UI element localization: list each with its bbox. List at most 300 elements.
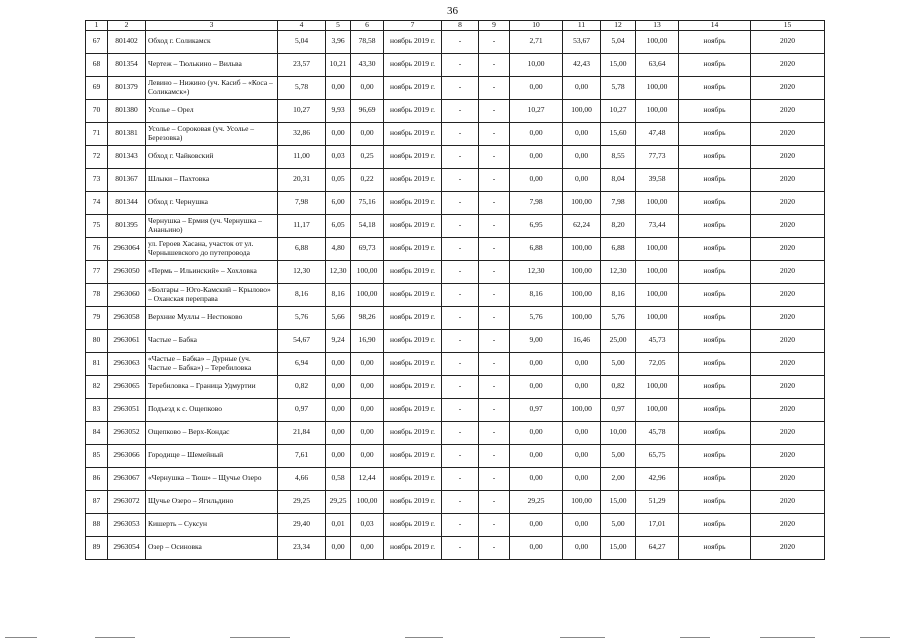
table-cell: - xyxy=(442,99,479,122)
table-cell: 2963065 xyxy=(108,375,146,398)
table-cell: 77 xyxy=(86,260,108,283)
table-cell: 100,00 xyxy=(563,260,601,283)
table-cell: 100,00 xyxy=(563,398,601,421)
column-number-cell: 4 xyxy=(278,21,326,31)
table-row xyxy=(86,283,825,306)
table-cell: 0,00 xyxy=(351,421,384,444)
table-cell: 51,29 xyxy=(636,490,679,513)
table-cell: - xyxy=(442,168,479,191)
table-cell: ноябрь 2019 г. xyxy=(384,444,442,467)
table-cell: 100,00 xyxy=(636,99,679,122)
table-cell: 2963061 xyxy=(108,329,146,352)
table-cell: 2020 xyxy=(751,214,825,237)
table-cell: 75 xyxy=(86,214,108,237)
table-cell: ноябрь 2019 г. xyxy=(384,306,442,329)
table-row xyxy=(86,398,825,421)
table-cell: - xyxy=(479,306,510,329)
table-cell: 2020 xyxy=(751,122,825,145)
table-cell: 77,73 xyxy=(636,145,679,168)
table-cell: 5,04 xyxy=(601,30,636,53)
table-cell: 12,44 xyxy=(351,467,384,490)
table-cell: 2,00 xyxy=(601,467,636,490)
table-cell: 2963064 xyxy=(108,237,146,260)
table-cell: ноябрь xyxy=(679,145,751,168)
table-row xyxy=(86,214,825,237)
table-cell: 8,20 xyxy=(601,214,636,237)
table-cell: - xyxy=(479,536,510,559)
table-cell: 0,00 xyxy=(326,421,351,444)
table-cell: «Пермь – Ильинский» – Хохловка xyxy=(146,260,278,283)
table-cell: 0,00 xyxy=(351,375,384,398)
table-cell: 2020 xyxy=(751,30,825,53)
table-cell: 85 xyxy=(86,444,108,467)
table-cell: 0,00 xyxy=(510,421,563,444)
table-cell: 2020 xyxy=(751,53,825,76)
table-cell: 2020 xyxy=(751,375,825,398)
table-cell: 100,00 xyxy=(563,283,601,306)
table-cell: 2020 xyxy=(751,99,825,122)
table-cell: ноябрь xyxy=(679,283,751,306)
table-cell: 6,00 xyxy=(326,191,351,214)
table-cell: 39,58 xyxy=(636,168,679,191)
table-cell: 12,30 xyxy=(326,260,351,283)
table-cell: 10,00 xyxy=(601,421,636,444)
table-cell: ноябрь xyxy=(679,467,751,490)
table-cell: 16,46 xyxy=(563,329,601,352)
table-cell: 0,00 xyxy=(510,168,563,191)
column-number-cell: 1 xyxy=(86,21,108,31)
table-cell: ноябрь xyxy=(679,421,751,444)
table-cell: ноябрь 2019 г. xyxy=(384,536,442,559)
table-row xyxy=(86,467,825,490)
table-row xyxy=(86,490,825,513)
table-cell: 67 xyxy=(86,30,108,53)
column-number-cell: 2 xyxy=(108,21,146,31)
table-cell: - xyxy=(442,421,479,444)
table-cell: 6,88 xyxy=(601,237,636,260)
table-cell: 2020 xyxy=(751,306,825,329)
table-cell: 5,00 xyxy=(601,352,636,375)
table-cell: 45,78 xyxy=(636,421,679,444)
table-cell: 73,44 xyxy=(636,214,679,237)
table-cell: 10,21 xyxy=(326,53,351,76)
table-cell: 0,00 xyxy=(351,444,384,467)
table-cell: ноябрь xyxy=(679,306,751,329)
table-cell: - xyxy=(442,145,479,168)
table-cell: 0,00 xyxy=(351,122,384,145)
table-cell: 12,30 xyxy=(278,260,326,283)
table-cell: Теребиловка – Граница Удмуртии xyxy=(146,375,278,398)
column-number-cell: 13 xyxy=(636,21,679,31)
table-cell: ул. Героев Хасана, участок от ул. Чернышевского до путепровода xyxy=(146,237,278,260)
table-cell: ноябрь 2019 г. xyxy=(384,398,442,421)
table-cell: 100,00 xyxy=(563,191,601,214)
table-cell: 801380 xyxy=(108,99,146,122)
table-cell: 0,97 xyxy=(601,398,636,421)
table-cell: - xyxy=(479,122,510,145)
table-cell: 0,97 xyxy=(278,398,326,421)
table-cell: ноябрь xyxy=(679,99,751,122)
table-cell: 8,16 xyxy=(601,283,636,306)
table-cell: 3,96 xyxy=(326,30,351,53)
table-cell: - xyxy=(479,168,510,191)
table-cell: 54,18 xyxy=(351,214,384,237)
table-cell: 801402 xyxy=(108,30,146,53)
table-cell: Кишерть – Суксун xyxy=(146,513,278,536)
table-cell: 0,22 xyxy=(351,168,384,191)
table-cell: ноябрь xyxy=(679,237,751,260)
table-cell: - xyxy=(479,513,510,536)
table-cell: - xyxy=(442,306,479,329)
table-cell: ноябрь 2019 г. xyxy=(384,237,442,260)
table-cell: 0,00 xyxy=(563,76,601,99)
table-cell: 6,95 xyxy=(510,214,563,237)
table-cell: Левино – Нижино (уч. Касиб – «Коса – Соликамск») xyxy=(146,76,278,99)
table-cell: 69,73 xyxy=(351,237,384,260)
table-cell: 100,00 xyxy=(636,237,679,260)
column-number-cell: 15 xyxy=(751,21,825,31)
table-cell: Подъезд к с. Ощепково xyxy=(146,398,278,421)
table-cell: 0,00 xyxy=(326,76,351,99)
table-cell: - xyxy=(479,214,510,237)
table-cell: 100,00 xyxy=(563,306,601,329)
table-cell: 2963063 xyxy=(108,352,146,375)
table-cell: 15,00 xyxy=(601,490,636,513)
table-cell: 5,78 xyxy=(601,76,636,99)
table-cell: 0,00 xyxy=(563,513,601,536)
table-cell: 82 xyxy=(86,375,108,398)
table-row xyxy=(86,536,825,559)
table-cell: Ощепково – Верх-Кондас xyxy=(146,421,278,444)
table-cell: 0,00 xyxy=(563,122,601,145)
table-cell: 0,00 xyxy=(563,444,601,467)
table-cell: 0,00 xyxy=(510,122,563,145)
table-cell: 0,00 xyxy=(510,352,563,375)
table-cell: ноябрь xyxy=(679,536,751,559)
table-cell: 801344 xyxy=(108,191,146,214)
table-cell: 0,25 xyxy=(351,145,384,168)
table-cell: «Болгары – Юго-Камский – Крылово» – Оханская переправа xyxy=(146,283,278,306)
table-cell: Частые – Бабка xyxy=(146,329,278,352)
table-cell: 73 xyxy=(86,168,108,191)
table-cell: 0,00 xyxy=(326,398,351,421)
column-number-cell: 11 xyxy=(563,21,601,31)
table-cell: 0,00 xyxy=(326,352,351,375)
table-cell: 2963066 xyxy=(108,444,146,467)
table-cell: 0,00 xyxy=(351,76,384,99)
table-cell: 7,98 xyxy=(510,191,563,214)
table-cell: 0,00 xyxy=(351,536,384,559)
table-cell: 15,60 xyxy=(601,122,636,145)
table-cell: 100,00 xyxy=(563,490,601,513)
table-cell: Верхние Муллы – Нестюково xyxy=(146,306,278,329)
table-cell: - xyxy=(442,214,479,237)
table-cell: 53,67 xyxy=(563,30,601,53)
table-cell: 63,64 xyxy=(636,53,679,76)
table-cell: ноябрь xyxy=(679,53,751,76)
table-cell: 20,31 xyxy=(278,168,326,191)
table-cell: 76 xyxy=(86,237,108,260)
table-cell: - xyxy=(479,398,510,421)
table-cell: - xyxy=(442,467,479,490)
table-cell: 100,00 xyxy=(563,99,601,122)
table-cell: 100,00 xyxy=(636,76,679,99)
table-cell: 801395 xyxy=(108,214,146,237)
table-cell: 98,26 xyxy=(351,306,384,329)
table-cell: 0,00 xyxy=(351,352,384,375)
table-cell: 70 xyxy=(86,99,108,122)
table-cell: 25,00 xyxy=(601,329,636,352)
column-number-cell: 10 xyxy=(510,21,563,31)
table-cell: Обход г. Соликамск xyxy=(146,30,278,53)
table-cell: ноябрь 2019 г. xyxy=(384,99,442,122)
table-cell: 43,30 xyxy=(351,53,384,76)
table-cell: - xyxy=(479,329,510,352)
table-cell: 2020 xyxy=(751,467,825,490)
table-cell: 62,24 xyxy=(563,214,601,237)
table-cell: 11,00 xyxy=(278,145,326,168)
table-cell: 9,93 xyxy=(326,99,351,122)
table-cell: 100,00 xyxy=(636,30,679,53)
table-cell: 2020 xyxy=(751,536,825,559)
table-cell: 2020 xyxy=(751,398,825,421)
table-cell: 801367 xyxy=(108,168,146,191)
table-cell: - xyxy=(479,444,510,467)
table-cell: 2020 xyxy=(751,191,825,214)
table-cell: 7,98 xyxy=(278,191,326,214)
table-cell: 0,82 xyxy=(278,375,326,398)
table-cell: 2020 xyxy=(751,352,825,375)
table-cell: 16,90 xyxy=(351,329,384,352)
table-cell: Шлыки – Пахтовка xyxy=(146,168,278,191)
table-cell: - xyxy=(442,375,479,398)
table-cell: - xyxy=(442,490,479,513)
table-row xyxy=(86,237,825,260)
table-cell: 801343 xyxy=(108,145,146,168)
table-cell: 5,76 xyxy=(510,306,563,329)
table-row xyxy=(86,306,825,329)
table-cell: 100,00 xyxy=(351,490,384,513)
table-cell: ноябрь 2019 г. xyxy=(384,30,442,53)
table-cell: 86 xyxy=(86,467,108,490)
table-cell: ноябрь 2019 г. xyxy=(384,375,442,398)
table-cell: - xyxy=(479,237,510,260)
table-cell: Обход г. Чернушка xyxy=(146,191,278,214)
table-cell: 2963052 xyxy=(108,421,146,444)
table-cell: - xyxy=(479,352,510,375)
table-cell: 5,78 xyxy=(278,76,326,99)
table-cell: 69 xyxy=(86,76,108,99)
table-cell: - xyxy=(442,352,479,375)
table-cell: 8,16 xyxy=(510,283,563,306)
column-number-cell: 3 xyxy=(146,21,278,31)
table-cell: 83 xyxy=(86,398,108,421)
table-cell: 80 xyxy=(86,329,108,352)
table-cell: ноябрь xyxy=(679,352,751,375)
table-cell: 6,88 xyxy=(278,237,326,260)
table-cell: ноябрь 2019 г. xyxy=(384,329,442,352)
table-cell: 75,16 xyxy=(351,191,384,214)
table-cell: 45,73 xyxy=(636,329,679,352)
table-cell: ноябрь 2019 г. xyxy=(384,283,442,306)
table-cell: «Чернушка – Тюш» – Щучье Озеро xyxy=(146,467,278,490)
table-cell: - xyxy=(479,191,510,214)
table-cell: 65,75 xyxy=(636,444,679,467)
column-number-row xyxy=(86,21,825,31)
table-cell: 42,43 xyxy=(563,53,601,76)
table-cell: - xyxy=(442,536,479,559)
table-cell: ноябрь xyxy=(679,30,751,53)
table-cell: Озер – Осиновка xyxy=(146,536,278,559)
table-cell: - xyxy=(479,283,510,306)
table-cell: 10,00 xyxy=(510,53,563,76)
table-cell: 2963058 xyxy=(108,306,146,329)
table-cell: - xyxy=(442,260,479,283)
table-row xyxy=(86,329,825,352)
table-cell: - xyxy=(442,122,479,145)
table-row xyxy=(86,191,825,214)
table-cell: 0,00 xyxy=(326,536,351,559)
table-cell: 6,88 xyxy=(510,237,563,260)
table-cell: 0,00 xyxy=(510,76,563,99)
table-cell: 100,00 xyxy=(351,283,384,306)
table-cell: 5,00 xyxy=(601,444,636,467)
table-cell: ноябрь xyxy=(679,398,751,421)
table-cell: 0,97 xyxy=(510,398,563,421)
table-row xyxy=(86,168,825,191)
table-cell: 801381 xyxy=(108,122,146,145)
table-cell: 11,17 xyxy=(278,214,326,237)
table-cell: 0,82 xyxy=(601,375,636,398)
table-cell: ноябрь 2019 г. xyxy=(384,421,442,444)
table-cell: ноябрь 2019 г. xyxy=(384,145,442,168)
table-cell: ноябрь 2019 г. xyxy=(384,53,442,76)
table-cell: 0,00 xyxy=(326,444,351,467)
table-cell: 2020 xyxy=(751,237,825,260)
table-cell: 17,01 xyxy=(636,513,679,536)
table-cell: 23,34 xyxy=(278,536,326,559)
table-cell: ноябрь xyxy=(679,191,751,214)
table-cell: 8,55 xyxy=(601,145,636,168)
table-cell: 2963050 xyxy=(108,260,146,283)
table-cell: 2020 xyxy=(751,260,825,283)
table-cell: 0,05 xyxy=(326,168,351,191)
table-cell: 6,94 xyxy=(278,352,326,375)
table-cell: Усолье – Сороковая (уч. Усолье – Березовка) xyxy=(146,122,278,145)
table-cell: 100,00 xyxy=(636,260,679,283)
table-cell: 21,84 xyxy=(278,421,326,444)
table-row xyxy=(86,122,825,145)
table-cell: ноябрь xyxy=(679,444,751,467)
table-cell: 74 xyxy=(86,191,108,214)
table-cell: 100,00 xyxy=(636,306,679,329)
table-cell: 0,03 xyxy=(326,145,351,168)
table-cell: ноябрь 2019 г. xyxy=(384,214,442,237)
table-cell: - xyxy=(479,145,510,168)
table-cell: 12,30 xyxy=(601,260,636,283)
table-cell: - xyxy=(479,99,510,122)
table-cell: - xyxy=(442,329,479,352)
table-cell: 78 xyxy=(86,283,108,306)
table-cell: 0,58 xyxy=(326,467,351,490)
table-cell: 88 xyxy=(86,513,108,536)
table-cell: - xyxy=(442,513,479,536)
column-number-cell: 7 xyxy=(384,21,442,31)
column-number-cell: 12 xyxy=(601,21,636,31)
table-cell: - xyxy=(442,191,479,214)
table-cell: 10,27 xyxy=(278,99,326,122)
table-row xyxy=(86,30,825,53)
table-cell: 2963051 xyxy=(108,398,146,421)
table-cell: 0,00 xyxy=(563,145,601,168)
table-cell: 47,48 xyxy=(636,122,679,145)
table-cell: 0,00 xyxy=(510,145,563,168)
table-cell: 29,25 xyxy=(326,490,351,513)
table-cell: ноябрь 2019 г. xyxy=(384,191,442,214)
table-cell: 68 xyxy=(86,53,108,76)
table-cell: 84 xyxy=(86,421,108,444)
table-cell: 12,30 xyxy=(510,260,563,283)
table-cell: ноябрь 2019 г. xyxy=(384,513,442,536)
table-cell: 5,00 xyxy=(601,513,636,536)
table-cell: 2963067 xyxy=(108,467,146,490)
table-cell: 100,00 xyxy=(563,237,601,260)
table-cell: 0,03 xyxy=(351,513,384,536)
table-cell: ноябрь xyxy=(679,513,751,536)
table-cell: 81 xyxy=(86,352,108,375)
table-row xyxy=(86,421,825,444)
table-cell: 10,27 xyxy=(601,99,636,122)
table-cell: 2963053 xyxy=(108,513,146,536)
table-cell: 8,16 xyxy=(326,283,351,306)
column-number-cell: 5 xyxy=(326,21,351,31)
table-cell: 801379 xyxy=(108,76,146,99)
column-number-cell: 8 xyxy=(442,21,479,31)
table-row xyxy=(86,375,825,398)
table-cell: 2020 xyxy=(751,76,825,99)
table-cell: 7,61 xyxy=(278,444,326,467)
table-cell: 2020 xyxy=(751,168,825,191)
table-cell: ноябрь 2019 г. xyxy=(384,490,442,513)
table-cell: - xyxy=(442,444,479,467)
table-cell: 0,00 xyxy=(563,536,601,559)
table-row xyxy=(86,145,825,168)
table-cell: - xyxy=(479,260,510,283)
table-cell: 2020 xyxy=(751,329,825,352)
data-table xyxy=(85,20,825,560)
table-cell: 4,80 xyxy=(326,237,351,260)
table-cell: 71 xyxy=(86,122,108,145)
table-cell: 96,69 xyxy=(351,99,384,122)
table-cell: 4,66 xyxy=(278,467,326,490)
table-cell: 0,00 xyxy=(563,375,601,398)
table-cell: 29,25 xyxy=(278,490,326,513)
table-cell: 8,16 xyxy=(278,283,326,306)
table-cell: - xyxy=(479,490,510,513)
table-cell: 10,27 xyxy=(510,99,563,122)
table-cell: 5,04 xyxy=(278,30,326,53)
table-cell: 0,00 xyxy=(510,444,563,467)
table-cell: 8,04 xyxy=(601,168,636,191)
table-cell: 100,00 xyxy=(636,398,679,421)
table-cell: - xyxy=(442,237,479,260)
table-cell: 9,00 xyxy=(510,329,563,352)
table-cell: 0,00 xyxy=(510,467,563,490)
table-cell: 5,76 xyxy=(278,306,326,329)
table-cell: - xyxy=(442,76,479,99)
table-cell: 0,00 xyxy=(510,536,563,559)
table-cell: 23,57 xyxy=(278,53,326,76)
